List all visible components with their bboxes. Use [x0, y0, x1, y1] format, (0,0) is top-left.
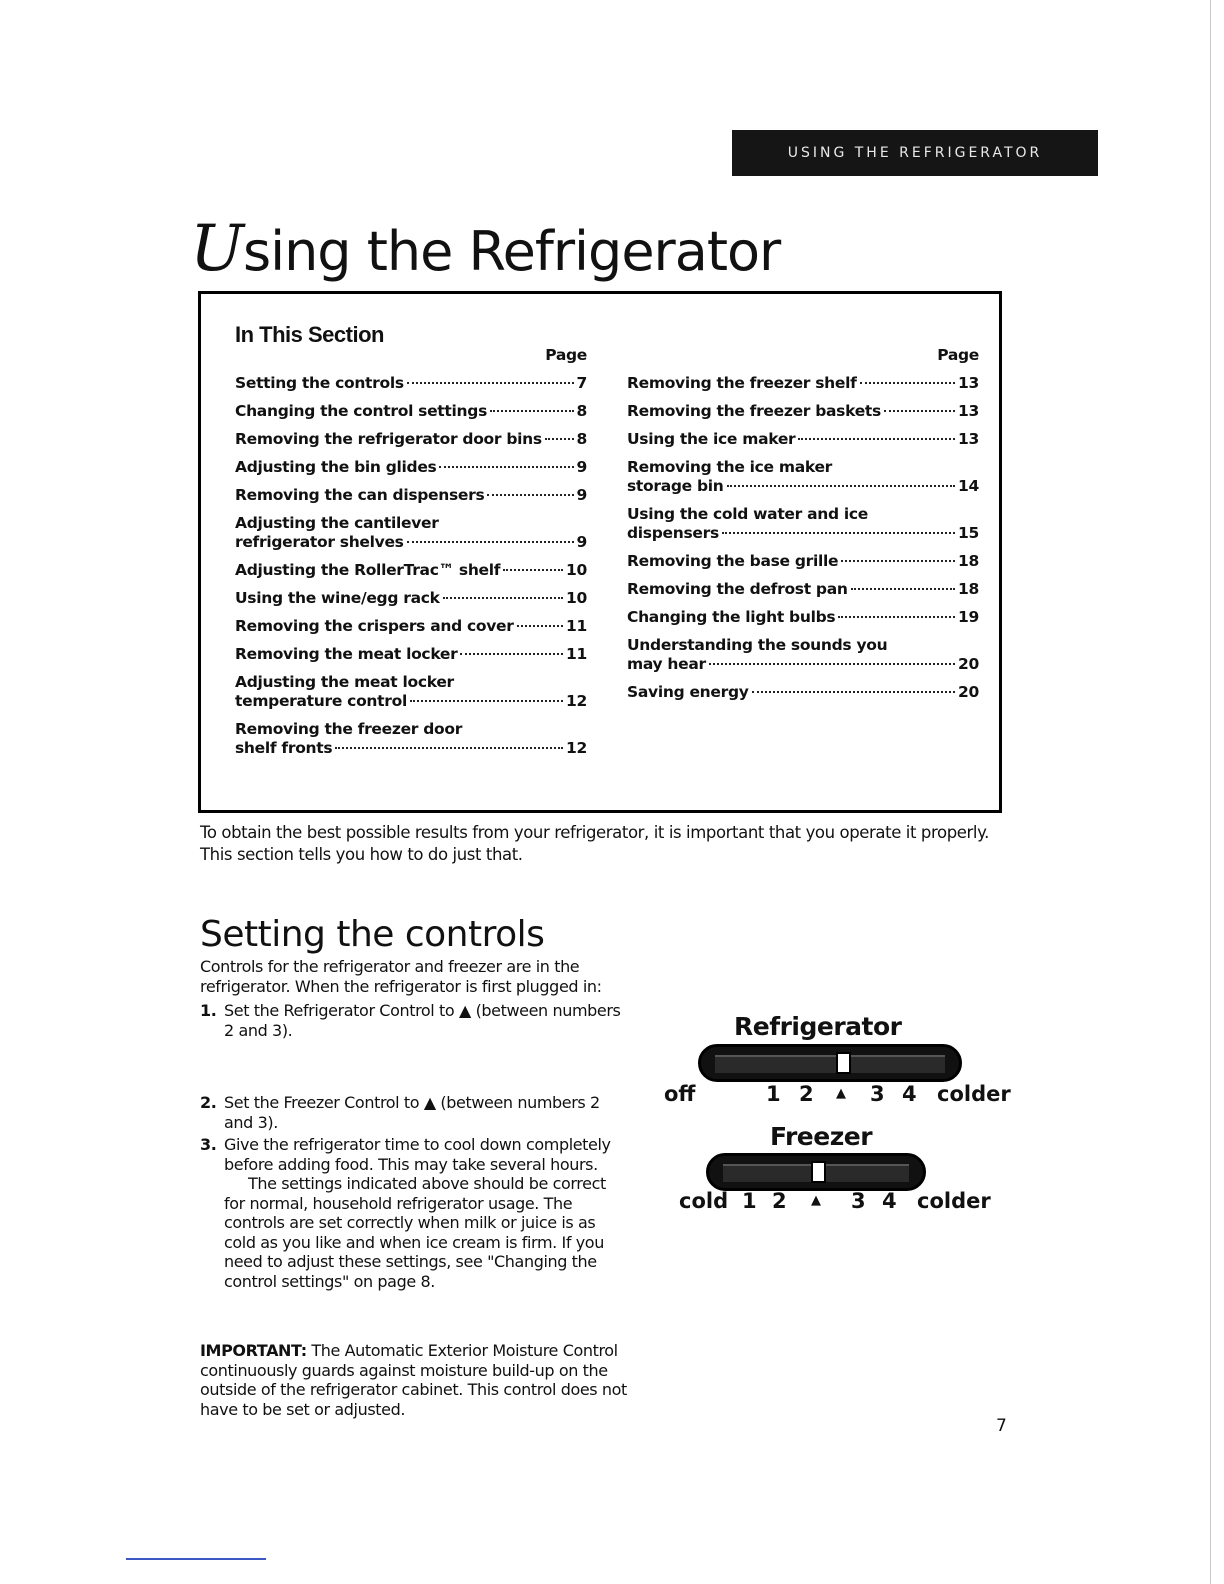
toc-entry-line — [235, 374, 587, 393]
toc-page-header: Page — [545, 346, 587, 364]
page-number: 7 — [996, 1416, 1007, 1436]
toc-entry-line — [627, 524, 979, 543]
scale-mark: 3 — [851, 1189, 866, 1213]
toc-entry — [235, 617, 587, 636]
toc-entry — [235, 514, 587, 552]
important-note — [200, 1341, 640, 1419]
toc-leader-dots — [838, 616, 955, 618]
toc-entry-line — [627, 458, 979, 477]
slider-knob — [811, 1161, 826, 1183]
toc-right-entries — [627, 374, 979, 702]
step-number: 1. — [200, 1001, 217, 1020]
toc-entry-label: Removing the ice maker — [627, 458, 833, 476]
toc-entry-page: 9 — [576, 458, 587, 476]
toc-page-header: Page — [937, 346, 979, 364]
toc-entry-label: temperature control — [235, 692, 407, 710]
step-text-block — [224, 1135, 630, 1291]
intro-paragraph: To obtain the best possible results from your refrigerator, it is important that you operate it properly. This section tells you how to do just that. — [200, 823, 989, 864]
toc-entry — [627, 636, 979, 674]
scale-low-label: off — [664, 1082, 696, 1106]
section-title: Setting the controls — [200, 914, 545, 955]
scale-mark: 3 — [870, 1082, 885, 1106]
toc-entry-page: 18 — [958, 580, 979, 598]
toc-entry — [235, 486, 587, 505]
toc-leader-dots — [487, 494, 573, 496]
toc-entry-page: 7 — [576, 374, 587, 392]
section-tab — [732, 130, 1098, 176]
toc-entry-page: 20 — [958, 655, 979, 673]
toc-entry-line — [235, 645, 587, 664]
scale-low-label: cold — [679, 1189, 729, 1213]
important-label: IMPORTANT: — [200, 1341, 307, 1360]
toc-entry-line — [627, 477, 979, 496]
toc-entry-label: Using the ice maker — [627, 430, 796, 448]
slider-track — [715, 1055, 945, 1073]
toc-entry — [627, 458, 979, 496]
toc-entry-page: 11 — [566, 617, 587, 635]
controls-intro: Controls for the refrigerator and freezer are in the refrigerator. When the refrigerator is first plugged in: — [200, 957, 602, 996]
slider-knob — [836, 1052, 851, 1074]
toc-entry-page: 10 — [566, 589, 587, 607]
toc-entry-page: 12 — [566, 739, 587, 757]
toc-entry-page: 12 — [566, 692, 587, 710]
toc-leader-dots — [851, 588, 955, 590]
toc-leader-dots — [490, 410, 573, 412]
toc-entry-label: Removing the can dispensers — [235, 486, 485, 504]
toc-entry-line — [235, 720, 587, 739]
scale-mark: 4 — [902, 1082, 917, 1106]
toc-entry — [235, 402, 587, 421]
toc-entry-line — [235, 561, 587, 580]
toc-entry-label: Removing the refrigerator door bins — [235, 430, 542, 448]
toc-entry-line — [235, 673, 587, 692]
toc-entry-page: 15 — [958, 524, 979, 542]
toc-entry-line — [235, 739, 587, 758]
toc-entry-line — [627, 683, 979, 702]
step-number: 3. — [200, 1135, 217, 1154]
toc-entry — [235, 720, 587, 758]
toc-entry-line — [627, 505, 979, 524]
toc-right-column — [627, 346, 979, 711]
toc-entry-label: Removing the meat locker — [235, 645, 458, 663]
toc-entry-label: Removing the freezer baskets — [627, 402, 881, 420]
toc-entry-label: Setting the controls — [235, 374, 404, 392]
toc-leader-dots — [752, 691, 955, 693]
toc-leader-dots — [443, 597, 563, 599]
toc-entry — [235, 645, 587, 664]
toc-entry — [627, 683, 979, 702]
toc-leader-dots — [884, 410, 955, 412]
toc-leader-dots — [545, 438, 574, 440]
scale-mark: 1 — [766, 1082, 781, 1106]
toc-leader-dots — [860, 382, 955, 384]
toc-entry — [627, 552, 979, 571]
toc-heading: In This Section — [235, 322, 384, 347]
scale-mark: 2 — [799, 1082, 814, 1106]
toc-leader-dots — [407, 382, 574, 384]
scale-mark: 1 — [742, 1189, 757, 1213]
toc-entry-page: 13 — [958, 402, 979, 420]
page-title-drop-cap: U — [190, 212, 243, 286]
toc-entry — [235, 374, 587, 393]
refrigerator-control-slider — [698, 1044, 962, 1082]
toc-entry-label: Removing the freezer door — [235, 720, 463, 738]
step-text: Set the Refrigerator Control to ▲ (between numbers 2 and 3). — [224, 1001, 621, 1040]
toc-entry-label: Changing the light bulbs — [627, 608, 836, 626]
toc-entry-label: Saving energy — [627, 683, 749, 701]
section-tab-label: USING THE REFRIGERATOR — [787, 145, 1043, 161]
toc-entry-label: Adjusting the bin glides — [235, 458, 437, 476]
toc-entry-page: 8 — [576, 430, 587, 448]
toc-leader-dots — [798, 438, 955, 440]
step-number: 2. — [200, 1093, 217, 1112]
toc-entry-page: 18 — [958, 552, 979, 570]
toc-left-entries — [235, 374, 587, 758]
toc-entry-page: 9 — [576, 533, 587, 551]
toc-entry-line — [235, 692, 587, 711]
toc-entry-line — [627, 430, 979, 449]
toc-entry-page: 19 — [958, 608, 979, 626]
toc-entry-label: dispensers — [627, 524, 719, 542]
toc-entry-page: 10 — [566, 561, 587, 579]
toc-entry — [235, 589, 587, 608]
toc-entry-label: may hear — [627, 655, 706, 673]
toc-entry-label: shelf fronts — [235, 739, 333, 757]
toc-entry-line — [235, 430, 587, 449]
toc-entry — [627, 505, 979, 543]
toc-entry-label: storage bin — [627, 477, 724, 495]
toc-entry-page: 14 — [958, 477, 979, 495]
toc-entry-label: Adjusting the RollerTrac™ shelf — [235, 561, 501, 579]
toc-entry-label: Changing the control settings — [235, 402, 488, 420]
page-title-rest: sing the Refrigerator — [242, 220, 781, 283]
toc-leader-dots — [410, 700, 563, 702]
toc-entry-line — [627, 402, 979, 421]
step-text: Set the Freezer Control to ▲ (between numbers 2 and 3). — [224, 1093, 600, 1132]
toc-entry-line — [627, 655, 979, 674]
toc-leader-dots — [517, 625, 563, 627]
step-3 — [200, 1135, 630, 1291]
toc-entry — [235, 458, 587, 477]
toc-entry — [235, 430, 587, 449]
toc-entry-line — [627, 374, 979, 393]
toc-entry-label: Using the wine/egg rack — [235, 589, 440, 607]
toc-entry-line — [235, 486, 587, 505]
toc-entry-label: Understanding the sounds you — [627, 636, 888, 654]
footer-rule — [126, 1558, 266, 1560]
scale-mark-triangle: ▲ — [836, 1086, 846, 1101]
toc-entry-line — [235, 533, 587, 552]
in-this-section-box — [198, 291, 1002, 813]
scale-mark: 4 — [882, 1189, 897, 1213]
toc-leader-dots — [439, 466, 573, 468]
scale-high-label: colder — [917, 1189, 991, 1213]
toc-entry-page: 9 — [576, 486, 587, 504]
toc-entry-label: Adjusting the meat locker — [235, 673, 454, 691]
toc-entry-page: 13 — [958, 374, 979, 392]
toc-leader-dots — [503, 569, 563, 571]
toc-entry-line — [235, 458, 587, 477]
toc-entry-page: 20 — [958, 683, 979, 701]
toc-entry — [627, 608, 979, 627]
refrigerator-control-title: Refrigerator — [734, 1012, 902, 1041]
toc-entry-line — [627, 636, 979, 655]
toc-entry-line — [627, 608, 979, 627]
toc-entry-line — [627, 580, 979, 599]
toc-leader-dots — [841, 560, 955, 562]
important-text: The Automatic Exterior Moisture Control continuously guards against moisture build-up on the outside of the refrigerator cabinet. This control does not have to be set or adjusted. — [200, 1341, 627, 1419]
scale-high-label: colder — [937, 1082, 1011, 1106]
scale-mark-triangle: ▲ — [811, 1193, 821, 1208]
step-text: Give the refrigerator time to cool down completely before adding food. This may take several hours. — [224, 1135, 611, 1174]
toc-entry-line — [235, 514, 587, 533]
toc-entry — [235, 673, 587, 711]
toc-entry-page: 13 — [958, 430, 979, 448]
toc-entry — [627, 430, 979, 449]
toc-entry-label: Removing the base grille — [627, 552, 839, 570]
toc-leader-dots — [460, 653, 563, 655]
toc-entry-page: 11 — [566, 645, 587, 663]
toc-entry-line — [235, 617, 587, 636]
toc-leader-dots — [407, 541, 574, 543]
toc-entry — [627, 580, 979, 599]
toc-entry-label: Removing the defrost pan — [627, 580, 848, 598]
toc-entry — [235, 561, 587, 580]
toc-entry-line — [235, 402, 587, 421]
toc-entry-label: Removing the freezer shelf — [627, 374, 857, 392]
step-1 — [200, 1001, 630, 1040]
toc-entry-label: Using the cold water and ice — [627, 505, 868, 523]
toc-entry-page: 8 — [576, 402, 587, 420]
toc-entry — [627, 402, 979, 421]
step-note: The settings indicated above should be correct for normal, household refrigerator usage. The controls are set correctly when milk or juice is as cold as you like and when ice cream is firm. If you need to adjust these settings, see "Changing the control settings" on page 8. — [224, 1174, 606, 1291]
toc-leader-dots — [722, 532, 955, 534]
toc-entry-line — [627, 552, 979, 571]
page-edge-line — [1210, 0, 1211, 1584]
toc-entry-label: Adjusting the cantilever — [235, 514, 439, 532]
freezer-control-slider — [706, 1153, 926, 1191]
page-title — [190, 212, 780, 286]
toc-leader-dots — [335, 747, 563, 749]
toc-entry-label: Removing the crispers and cover — [235, 617, 514, 635]
toc-entry — [627, 374, 979, 393]
scale-mark: 2 — [772, 1189, 787, 1213]
toc-leader-dots — [709, 663, 955, 665]
step-2 — [200, 1093, 630, 1132]
toc-entry-line — [235, 589, 587, 608]
toc-entry-label: refrigerator shelves — [235, 533, 404, 551]
toc-left-column — [235, 346, 587, 767]
freezer-control-title: Freezer — [770, 1122, 873, 1151]
toc-leader-dots — [727, 485, 955, 487]
